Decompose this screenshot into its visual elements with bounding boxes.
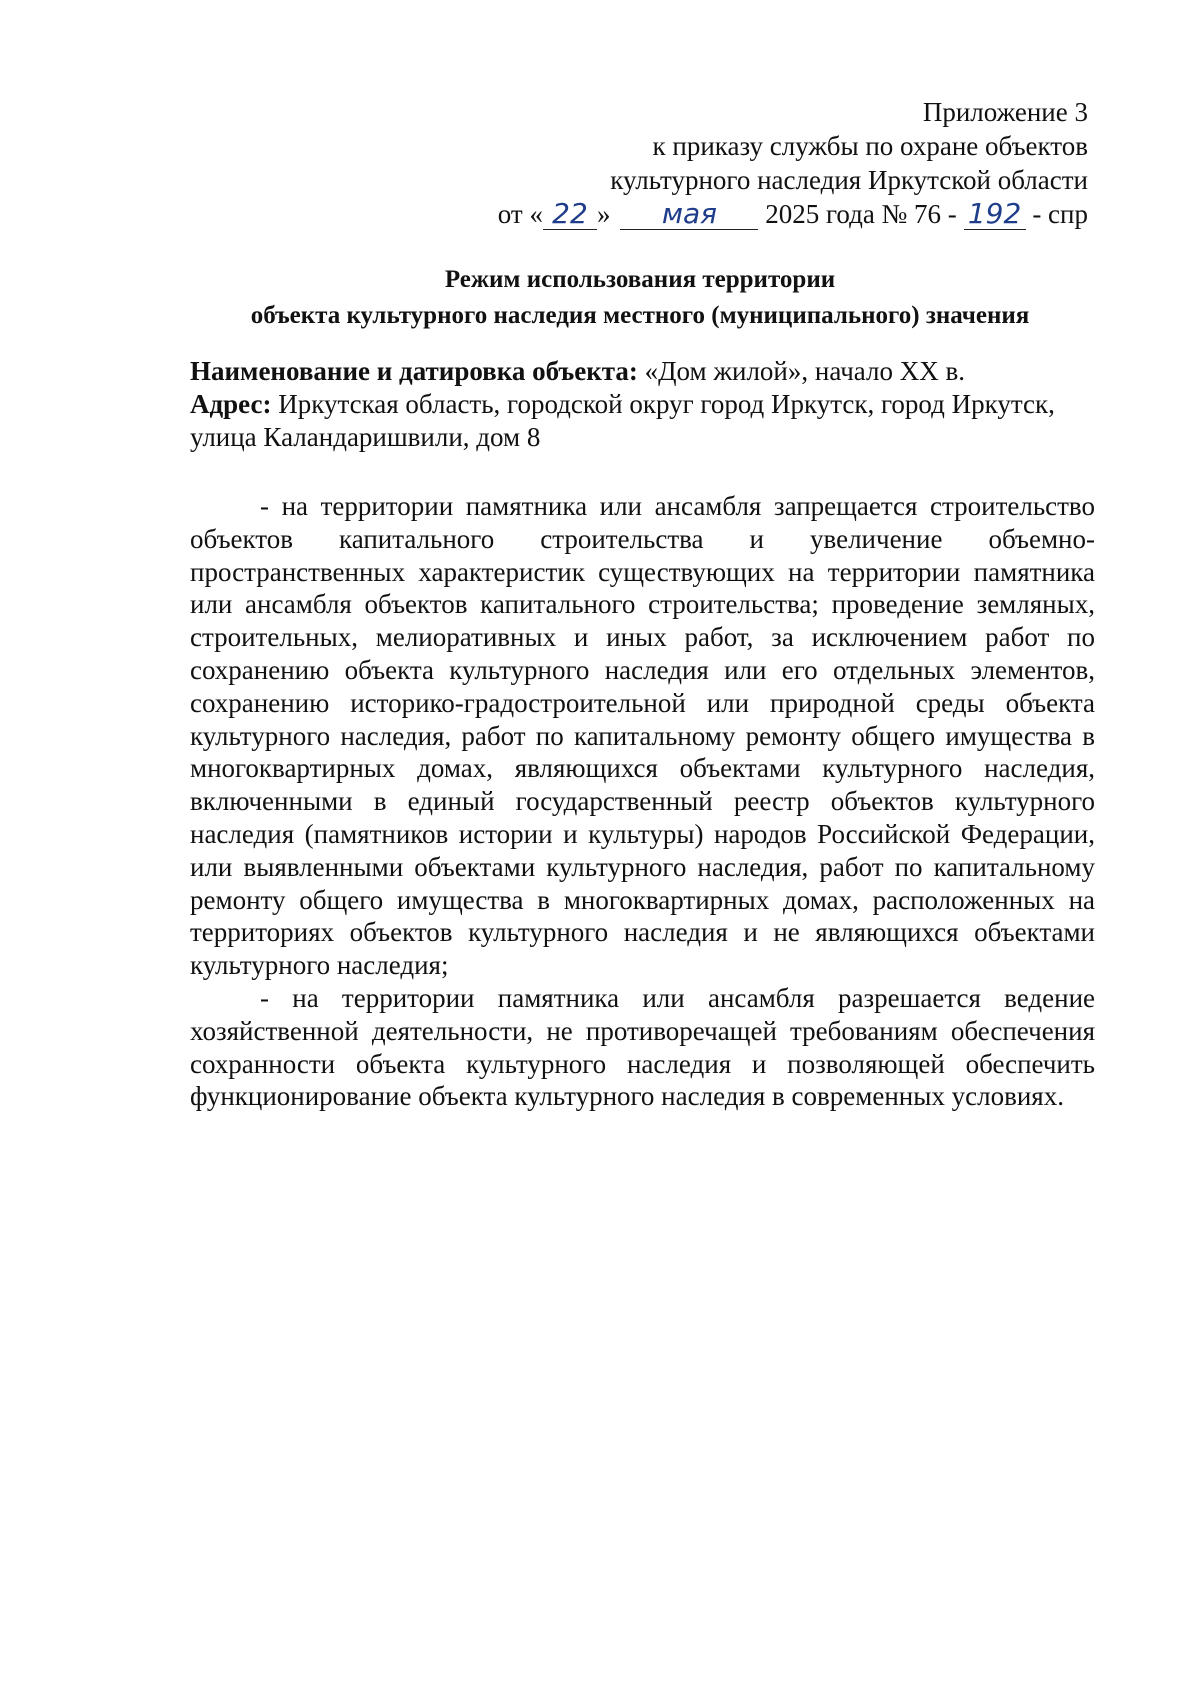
object-name-row	[190, 355, 1095, 388]
year-and-order: 2025 года № 76 -	[765, 199, 957, 229]
appendix-title: Приложение 3	[922, 97, 1088, 127]
paragraph-permissions: - на территории памятника или ансамбля разрешается ведение хозяйственной деятельности, не противоречащей требованиям обеспечения сохранности объекта культурного наследия и позволяющей обеспечить функционирование объекта культурного наследия в современных условиях.	[190, 982, 1095, 1112]
document-title	[190, 262, 1090, 334]
appendix-authority: культурного наследия Иркутской области	[610, 165, 1088, 195]
handwritten-order-number: 192	[964, 199, 1026, 230]
object-address-value: Иркутская область, городской округ город Иркутск, город Иркутск, улица Каландаришвили, дом 8	[190, 389, 1055, 452]
title-line-2: объекта культурного наследия местного (муниципального) значения	[250, 302, 1030, 329]
handwritten-day: 22	[543, 199, 597, 230]
object-info	[190, 355, 1095, 454]
object-address-label: Адрес:	[190, 389, 272, 419]
date-mid: »	[596, 199, 611, 229]
object-address-row	[190, 388, 1095, 454]
object-name-label: Наименование и датировка объекта:	[190, 356, 638, 386]
appendix-date-line	[498, 197, 1088, 231]
paragraph-prohibitions: - на территории памятника или ансамбля запрещается строительство объектов капитального строительства и увеличение объемно-пространственных характеристик существующих на территории памятника или ансамбля объектов капитального строительства; проведение земляных, строительных, мелиоративных и иных работ, за исключением работ по сохранению объекта культурного наследия или его отдельных элементов, сохранению историко-градостроительной или природной среды объекта культурного наследия, работ по капитальному ремонту общего имущества в многоквартирных домах, являющихся объектами культурного наследия, включенными в единый государственный реестр объектов культурного наследия (памятников истории и культуры) народов Российской Федерации, или выявленными объектами культурного наследия, работ по капитальному ремонту общего имущества в многоквартирных домах, расположенных на территориях объектов культурного наследия и не являющихся объектами культурного наследия;	[190, 491, 1095, 981]
appendix-header	[498, 95, 1088, 231]
handwritten-month: мая	[620, 199, 758, 230]
date-prefix: от «	[497, 199, 543, 229]
order-suffix: - спр	[1032, 199, 1088, 229]
title-line-1: Режим использования территории	[444, 266, 836, 293]
regime-requirements	[190, 490, 1095, 1113]
appendix-order-ref: к приказу службы по охране объектов	[652, 131, 1088, 161]
object-name-value: «Дом жилой», начало XX в.	[644, 356, 965, 386]
